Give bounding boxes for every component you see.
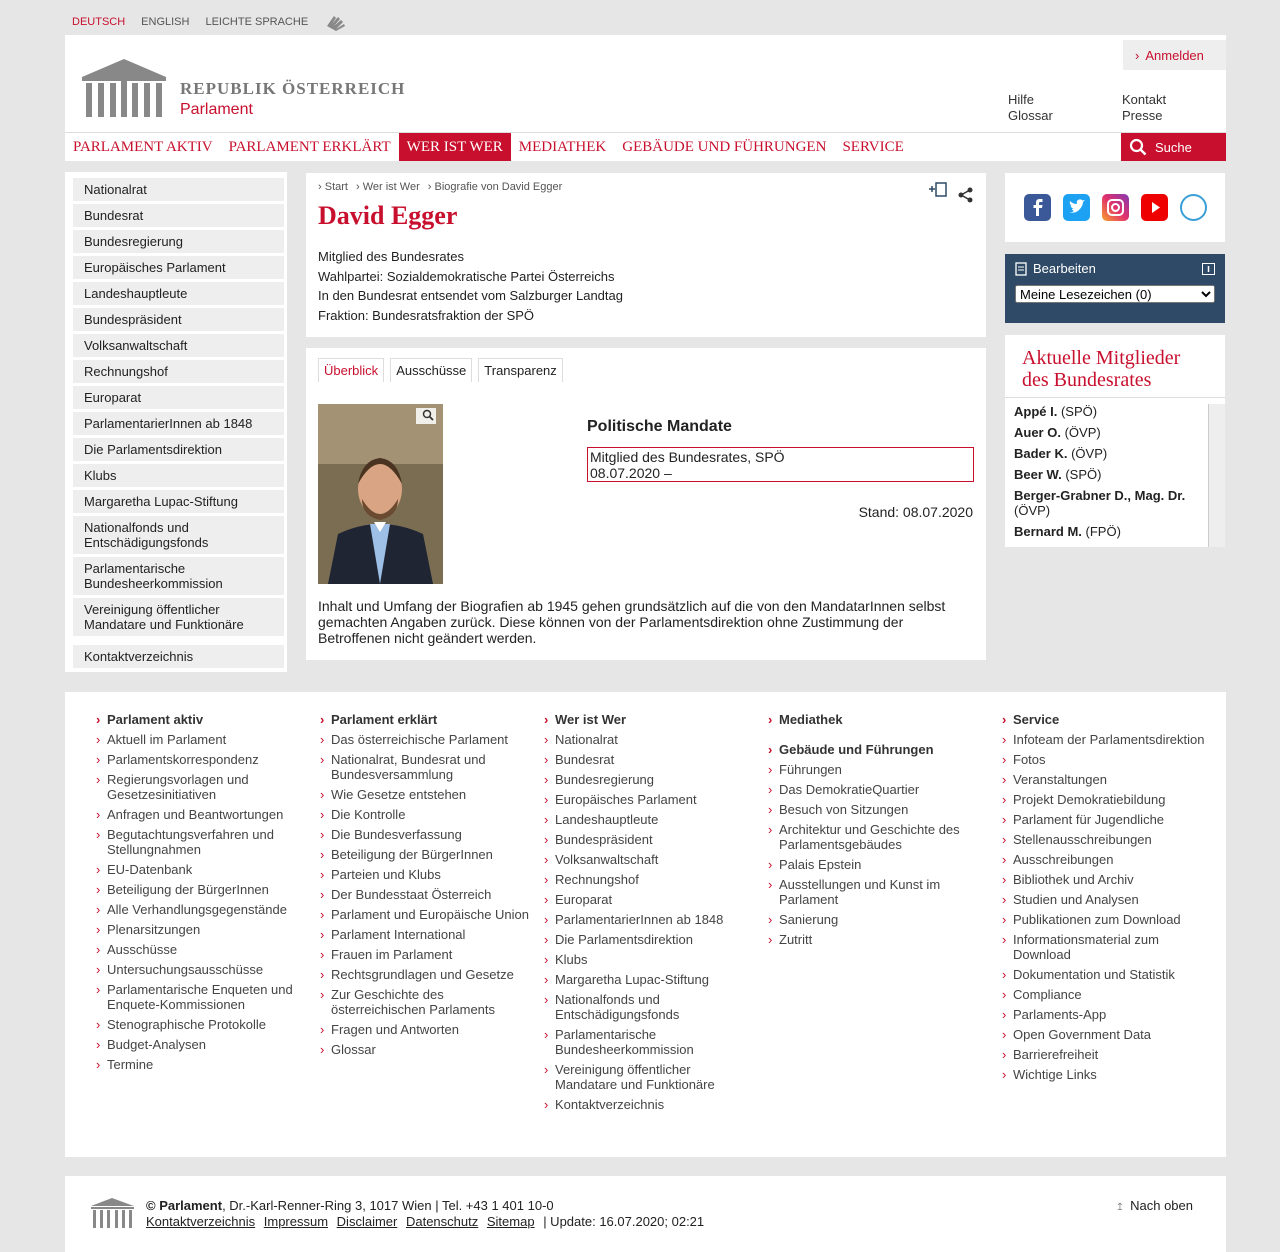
nav-mediathek[interactable]: MEDIATHEK [518, 138, 607, 155]
bookmark-icon [1015, 262, 1027, 276]
logo[interactable] [80, 55, 405, 119]
footer-heading-parlament-erklärt[interactable]: › Parlament erklärt [319, 712, 529, 727]
footer-link-stellenausschreibungen[interactable]: › Stellenausschreibungen [1001, 832, 1211, 847]
header [65, 35, 1226, 132]
breadcrumb-wer-ist-wer[interactable]: › Wer ist Wer [356, 181, 420, 193]
footer-link-parlamentarische-enqueten-und-enquete-kommissionen[interactable]: › Parlamentarische Enqueten und Enquete-Kommissionen [95, 982, 305, 1012]
person-fraction: Fraktion: Bundesratsfraktion der SPÖ [318, 307, 535, 323]
person-party: Wahlpartei: Sozialdemokratische Partei Österreichs [318, 268, 615, 284]
twitter-icon[interactable] [1063, 194, 1090, 221]
person-role: Mitglied des Bundesrates [318, 249, 464, 264]
footer-link-begutachtungsverfahren-und-stellungnahmen[interactable]: › Begutachtungsverfahren und Stellungnahmen [95, 827, 305, 857]
members-title: Aktuelle Mitglieder des Bundesrates [1022, 347, 1181, 391]
address: , Dr.-Karl-Renner-Ring 3, 1017 Wien | Tel. +43 1 401 10-0 [222, 1198, 554, 1213]
footer-link-europarat[interactable]: › Europarat [543, 892, 753, 907]
person-sent-by: In den Bundesrat entsendet vom Salzburger Landtag [318, 288, 623, 303]
sidebar-item-landeshauptleute[interactable]: Landeshauptleute [73, 282, 284, 305]
footer-link-kontakt[interactable]: Kontaktverzeichnis [146, 1214, 256, 1229]
footer-link-parlamentarierinnen-ab-1848[interactable]: › ParlamentarierInnen ab 1848 [543, 912, 753, 927]
bookmarks-select[interactable] [1015, 285, 1215, 303]
member-party: (FPÖ) [1085, 524, 1121, 539]
footer-link-termine[interactable]: › Termine [95, 1057, 305, 1072]
person-details [306, 348, 986, 660]
footer-link-plenarsitzungen[interactable]: › Plenarsitzungen [95, 922, 305, 937]
lang-en-link[interactable]: ENGLISH [141, 16, 190, 28]
footer-link-bibliothek-und-archiv[interactable]: › Bibliothek und Archiv [1001, 872, 1211, 887]
footer-link-fotos[interactable]: › Fotos [1001, 752, 1211, 767]
footer-link-das-österreichische-parlament[interactable]: › Das österreichische Parlament [319, 732, 529, 747]
footer-link-parlament-und-europäische-union[interactable]: › Parlament und Europäische Union [319, 907, 529, 922]
search-icon [1129, 138, 1147, 156]
footer-link-architektur-und-geschichte-des-parlamentsgebäudes[interactable]: › Architektur und Geschichte des Parlamentsgebäudes [767, 822, 977, 852]
sidebar-item-kontaktverzeichnis[interactable]: Kontaktverzeichnis [73, 645, 284, 668]
member-name: Bernard M. [1014, 524, 1082, 539]
footer-heading-wer-ist-wer[interactable]: › Wer ist Wer [543, 712, 753, 727]
copyright: © Parlament [146, 1198, 223, 1213]
sidebar-item-europäisches-parlament[interactable]: Europäisches Parlament [73, 256, 284, 279]
footer-link-rechtsgrundlagen-und-gesetze[interactable]: › Rechtsgrundlagen und Gesetze [319, 967, 529, 982]
mandate-box [587, 447, 974, 482]
sidebar [65, 172, 287, 672]
member-party: (ÖVP) [1014, 503, 1051, 518]
parliament-small-logo-icon [90, 1196, 135, 1230]
members-list [1005, 397, 1225, 547]
sidebar-item-nationalfonds-und-entschädigungsfonds[interactable]: Nationalfonds und Entschädigungsfonds [73, 516, 284, 554]
footer-link-margaretha-lupac-stiftung[interactable]: › Margaretha Lupac-Stiftung [543, 972, 753, 987]
tab-ueberblick[interactable]: Überblick [318, 358, 384, 382]
footer-link-zutritt[interactable]: › Zutritt [767, 932, 977, 947]
sidebar-item-bundesregierung[interactable]: Bundesregierung [73, 230, 284, 253]
mandate-line2: 08.07.2020 – [590, 465, 672, 481]
glossary-link[interactable]: Glossar [1008, 108, 1053, 123]
footer-link-aktuell-im-parlament[interactable]: › Aktuell im Parlament [95, 732, 305, 747]
arrow-up-icon: ↥ [1115, 1202, 1125, 1213]
footer-heading-gebäude-und-führungen[interactable]: › Gebäude und Führungen [767, 742, 977, 757]
footer-link-landeshauptleute[interactable]: › Landeshauptleute [543, 812, 753, 827]
footer-link-compliance[interactable]: › Compliance [1001, 987, 1211, 1002]
footer-link-frauen-im-parlament[interactable]: › Frauen im Parlament [319, 947, 529, 962]
footer-heading-service[interactable]: › Service [1001, 712, 1211, 727]
footer-link-führungen[interactable]: › Führungen [767, 762, 977, 777]
footer-col-gebaeude [767, 742, 977, 947]
nav-service[interactable]: SERVICE [842, 138, 904, 155]
info-icon[interactable] [1202, 263, 1215, 275]
footer-link-disclaimer[interactable]: Disclaimer [336, 1214, 398, 1229]
nav-wer-ist-wer[interactable]: WER IST WER [399, 133, 511, 161]
member-item[interactable] [1014, 425, 1199, 440]
sidebar-item-nationalrat[interactable]: Nationalrat [73, 178, 284, 201]
sidebar-item-margaretha-lupac-stiftung[interactable]: Margaretha Lupac-Stiftung [73, 490, 284, 513]
share-icon[interactable] [958, 187, 974, 203]
footer-link-parlament-für-jugendliche[interactable]: › Parlament für Jugendliche [1001, 812, 1211, 827]
footer-link-untersuchungsausschüsse[interactable]: › Untersuchungsausschüsse [95, 962, 305, 977]
footer-heading-parlament-aktiv[interactable]: › Parlament aktiv [95, 712, 305, 727]
parliament-logo-icon [80, 55, 168, 119]
footer-link-volksanwaltschaft[interactable]: › Volksanwaltschaft [543, 852, 753, 867]
footer-link-besuch-von-sitzungen[interactable]: › Besuch von Sitzungen [767, 802, 977, 817]
member-item[interactable] [1014, 488, 1199, 518]
footer-link-zur-geschichte-des-österreichischen-parlaments[interactable]: › Zur Geschichte des österreichischen Parlaments [319, 987, 529, 1017]
sign-language-icon[interactable] [324, 12, 348, 32]
footer-link-sanierung[interactable]: › Sanierung [767, 912, 977, 927]
member-party: (SPÖ) [1060, 404, 1098, 419]
sidebar-item-vereinigung-öffentlicher-mandatare-und-funktionäre[interactable]: Vereinigung öffentlicher Mandatare und Funktionäre [73, 598, 284, 636]
footer-link-anfragen-und-beantwortungen[interactable]: › Anfragen und Beantwortungen [95, 807, 305, 822]
lang-easy-link[interactable]: LEICHTE SPRACHE [205, 16, 309, 28]
edit-label[interactable]: Bearbeiten [1033, 261, 1096, 276]
footer-link-barrierefreiheit[interactable]: › Barrierefreiheit [1001, 1047, 1211, 1062]
footer-link-fragen-und-antworten[interactable]: › Fragen und Antworten [319, 1022, 529, 1037]
footer-link-sitemap[interactable]: Sitemap [486, 1214, 535, 1229]
sidebar-item-parlamentarische-bundesheerkommission[interactable]: Parlamentarische Bundesheerkommission [73, 557, 284, 595]
footer-link-open-government-data[interactable]: › Open Government Data [1001, 1027, 1211, 1042]
social-links [1005, 173, 1225, 242]
member-item[interactable] [1014, 467, 1199, 482]
footer-link-beteiligung-der-bürgerinnen[interactable]: › Beteiligung der BürgerInnen [319, 847, 529, 862]
sidebar-item-europarat[interactable]: Europarat [73, 386, 284, 409]
footer-link-datenschutz[interactable]: Datenschutz [405, 1214, 479, 1229]
footer-link-ausschreibungen[interactable]: › Ausschreibungen [1001, 852, 1211, 867]
sidebar-item-rechnungshof[interactable]: Rechnungshof [73, 360, 284, 383]
footer-link-nationalrat-bundesrat-und-bundesversammlung[interactable]: › Nationalrat, Bundesrat und Bundesversammlung [319, 752, 529, 782]
footer-link-parlamentarische-bundesheerkommission[interactable]: › Parlamentarische Bundesheerkommission [543, 1027, 753, 1057]
update-info: | Update: 16.07.2020; 02:21 [543, 1214, 705, 1229]
mandate-title: Politische Mandate [587, 418, 732, 435]
footer-link-bundesrat[interactable]: › Bundesrat [543, 752, 753, 767]
footer-link-alle-verhandlungsgegenstände[interactable]: › Alle Verhandlungsgegenstände [95, 902, 305, 917]
footer-link-bundesregierung[interactable]: › Bundesregierung [543, 772, 753, 787]
footer-link-wie-gesetze-entstehen[interactable]: › Wie Gesetze entstehen [319, 787, 529, 802]
help-link[interactable]: Hilfe [1008, 92, 1035, 107]
footer-link-projekt-demokratiebildung[interactable]: › Projekt Demokratiebildung [1001, 792, 1211, 807]
person-header [306, 173, 986, 337]
nav-gebaeude[interactable]: GEBÄUDE UND FÜHRUNGEN [622, 138, 827, 155]
footer-link-eu-datenbank[interactable]: › EU-Datenbank [95, 862, 305, 877]
main-nav [65, 132, 1226, 161]
breadcrumb-start[interactable]: › Start [318, 181, 348, 193]
lang-de-link[interactable]: DEUTSCH [72, 16, 126, 28]
language-bar [72, 12, 348, 32]
footer-link-klubs[interactable]: › Klubs [543, 952, 753, 967]
footer-col-wer-ist-wer [543, 712, 753, 1112]
member-party: (ÖVP) [1071, 446, 1108, 461]
footer-link-dokumentation-und-statistik[interactable]: › Dokumentation und Statistik [1001, 967, 1211, 982]
nav-parlament-aktiv[interactable]: PARLAMENT AKTIV [73, 138, 213, 155]
biography-disclaimer: Inhalt und Umfang der Biografien ab 1945 gehen grundsätzlich auf die von den MandatarInnen selbst gemachten Angaben zurück. Diese können von der Parlamentsdirektion ohne Zustimmung der Betroffenen nicht geändert werden. [318, 598, 946, 646]
footer-link-studien-und-analysen[interactable]: › Studien und Analysen [1001, 892, 1211, 907]
footer-link-bundespräsident[interactable]: › Bundespräsident [543, 832, 753, 847]
footer-link-glossar[interactable]: › Glossar [319, 1042, 529, 1057]
footer-link-parlaments-app[interactable]: › Parlaments-App [1001, 1007, 1211, 1022]
bookmark-add-icon[interactable] [928, 181, 948, 199]
back-to-top-label: Nach oben [1130, 1198, 1193, 1213]
zoom-icon[interactable] [422, 409, 434, 421]
sidebar-item-klubs[interactable]: Klubs [73, 464, 284, 487]
member-party: (SPÖ) [1065, 467, 1102, 482]
nav-parlament-erklaert[interactable]: PARLAMENT ERKLÄRT [228, 138, 391, 155]
footer-heading-mediathek[interactable]: › Mediathek [767, 712, 977, 727]
tab-transparenz[interactable]: Transparenz [478, 358, 563, 382]
sidebar-item-bundesrat[interactable]: Bundesrat [73, 204, 284, 227]
sidebar-item-parlamentarierinnen-ab-1848[interactable]: ParlamentarierInnen ab 1848 [73, 412, 284, 435]
member-name: Bader K. [1014, 446, 1068, 461]
footer-link-der-bundesstaat-österreich[interactable]: › Der Bundesstaat Österreich [319, 887, 529, 902]
tab-ausschuesse[interactable]: Ausschüsse [390, 358, 472, 382]
footer-link-parlamentskorrespondenz[interactable]: › Parlamentskorrespondenz [95, 752, 305, 767]
member-name: Berger-Grabner D., Mag. Dr. [1014, 488, 1186, 503]
page-bottom [65, 1176, 1226, 1252]
member-item[interactable] [1014, 446, 1199, 461]
demokratie-app-icon[interactable] [1180, 194, 1207, 221]
member-item[interactable] [1014, 524, 1199, 539]
footer-link-budget-analysen[interactable]: › Budget-Analysen [95, 1037, 305, 1052]
footer-link-ausschüsse[interactable]: › Ausschüsse [95, 942, 305, 957]
footer-col-parlament-erklaert [319, 712, 529, 1057]
footer [65, 692, 1226, 1157]
instagram-icon[interactable] [1102, 194, 1129, 221]
person-photo[interactable] [318, 404, 443, 584]
search-label: Suche [1155, 139, 1192, 155]
mandate-line1: Mitglied des Bundesrates, SPÖ [590, 449, 785, 465]
member-name: Auer O. [1014, 425, 1061, 440]
footer-link-publikationen-zum-download[interactable]: › Publikationen zum Download [1001, 912, 1211, 927]
breadcrumb [318, 181, 974, 193]
footer-link-die-parlamentsdirektion[interactable]: › Die Parlamentsdirektion [543, 932, 753, 947]
member-party: (ÖVP) [1064, 425, 1101, 440]
footer-col-service [1001, 712, 1211, 1082]
contact-link[interactable]: Kontakt [1122, 92, 1167, 107]
search-button[interactable] [1121, 133, 1226, 161]
footer-link-parteien-und-klubs[interactable]: › Parteien und Klubs [319, 867, 529, 882]
footer-link-nationalrat[interactable]: › Nationalrat [543, 732, 753, 747]
footer-link-vereinigung-öffentlicher-mandatare-und-funktionäre[interactable]: › Vereinigung öffentlicher Mandatare und Funktionäre [543, 1062, 753, 1092]
logo-subtitle: Parlament [180, 101, 253, 118]
edit-panel [1005, 254, 1225, 323]
footer-link-wichtige-links[interactable]: › Wichtige Links [1001, 1067, 1211, 1082]
footer-link-veranstaltungen[interactable]: › Veranstaltungen [1001, 772, 1211, 787]
stand-date: Stand: 08.07.2020 [858, 504, 973, 520]
footer-link-regierungsvorlagen-und-gesetzesinitiativen[interactable]: › Regierungsvorlagen und Gesetzesinitiativen [95, 772, 305, 802]
footer-link-stenographische-protokolle[interactable]: › Stenographische Protokolle [95, 1017, 305, 1032]
footer-link-die-kontrolle[interactable]: › Die Kontrolle [319, 807, 529, 822]
member-name: Beer W. [1014, 467, 1062, 482]
breadcrumb-current: › Biografie von David Egger [428, 181, 563, 193]
members-scrollbar[interactable] [1208, 404, 1225, 547]
footer-link-kontaktverzeichnis[interactable]: › Kontaktverzeichnis [543, 1097, 753, 1112]
members-panel [1005, 335, 1225, 547]
member-name: Appé I. [1014, 404, 1058, 419]
sidebar-item-volksanwaltschaft[interactable]: Volksanwaltschaft [73, 334, 284, 357]
footer-link-palais-epstein[interactable]: › Palais Epstein [767, 857, 977, 872]
person-name: David Egger [318, 201, 458, 230]
footer-col-mediathek [767, 712, 977, 727]
press-link[interactable]: Presse [1122, 108, 1163, 123]
logo-title: REPUBLIK ÖSTERREICH [180, 79, 406, 98]
footer-link-parlament-international[interactable]: › Parlament International [319, 927, 529, 942]
footer-link-ausstellungen-und-kunst-im-parlament[interactable]: › Ausstellungen und Kunst im Parlament [767, 877, 977, 907]
footer-link-infoteam-der-parlamentsdirektion[interactable]: › Infoteam der Parlamentsdirektion [1001, 732, 1211, 747]
footer-link-beteiligung-der-bürgerinnen[interactable]: › Beteiligung der BürgerInnen [95, 882, 305, 897]
login-button[interactable]: › Anmelden [1123, 40, 1226, 70]
member-item[interactable] [1014, 404, 1199, 419]
footer-link-europäisches-parlament[interactable]: › Europäisches Parlament [543, 792, 753, 807]
sidebar-item-bundespräsident[interactable]: Bundespräsident [73, 308, 284, 331]
sidebar-item-die-parlamentsdirektion[interactable]: Die Parlamentsdirektion [73, 438, 284, 461]
back-to-top-button[interactable] [1116, 1198, 1193, 1213]
footer-link-rechnungshof[interactable]: › Rechnungshof [543, 872, 753, 887]
footer-link-nationalfonds-und-entschädigungsfonds[interactable]: › Nationalfonds und Entschädigungsfonds [543, 992, 753, 1022]
footer-link-informationsmaterial-zum-download[interactable]: › Informationsmaterial zum Download [1001, 932, 1211, 962]
footer-link-das-demokratiequartier[interactable]: › Das DemokratieQuartier [767, 782, 977, 797]
footer-link-die-bundesverfassung[interactable]: › Die Bundesverfassung [319, 827, 529, 842]
footer-col-parlament-aktiv [95, 712, 305, 1072]
youtube-icon[interactable] [1141, 194, 1168, 221]
footer-link-impressum[interactable]: Impressum [263, 1214, 329, 1229]
facebook-icon[interactable] [1024, 194, 1051, 221]
